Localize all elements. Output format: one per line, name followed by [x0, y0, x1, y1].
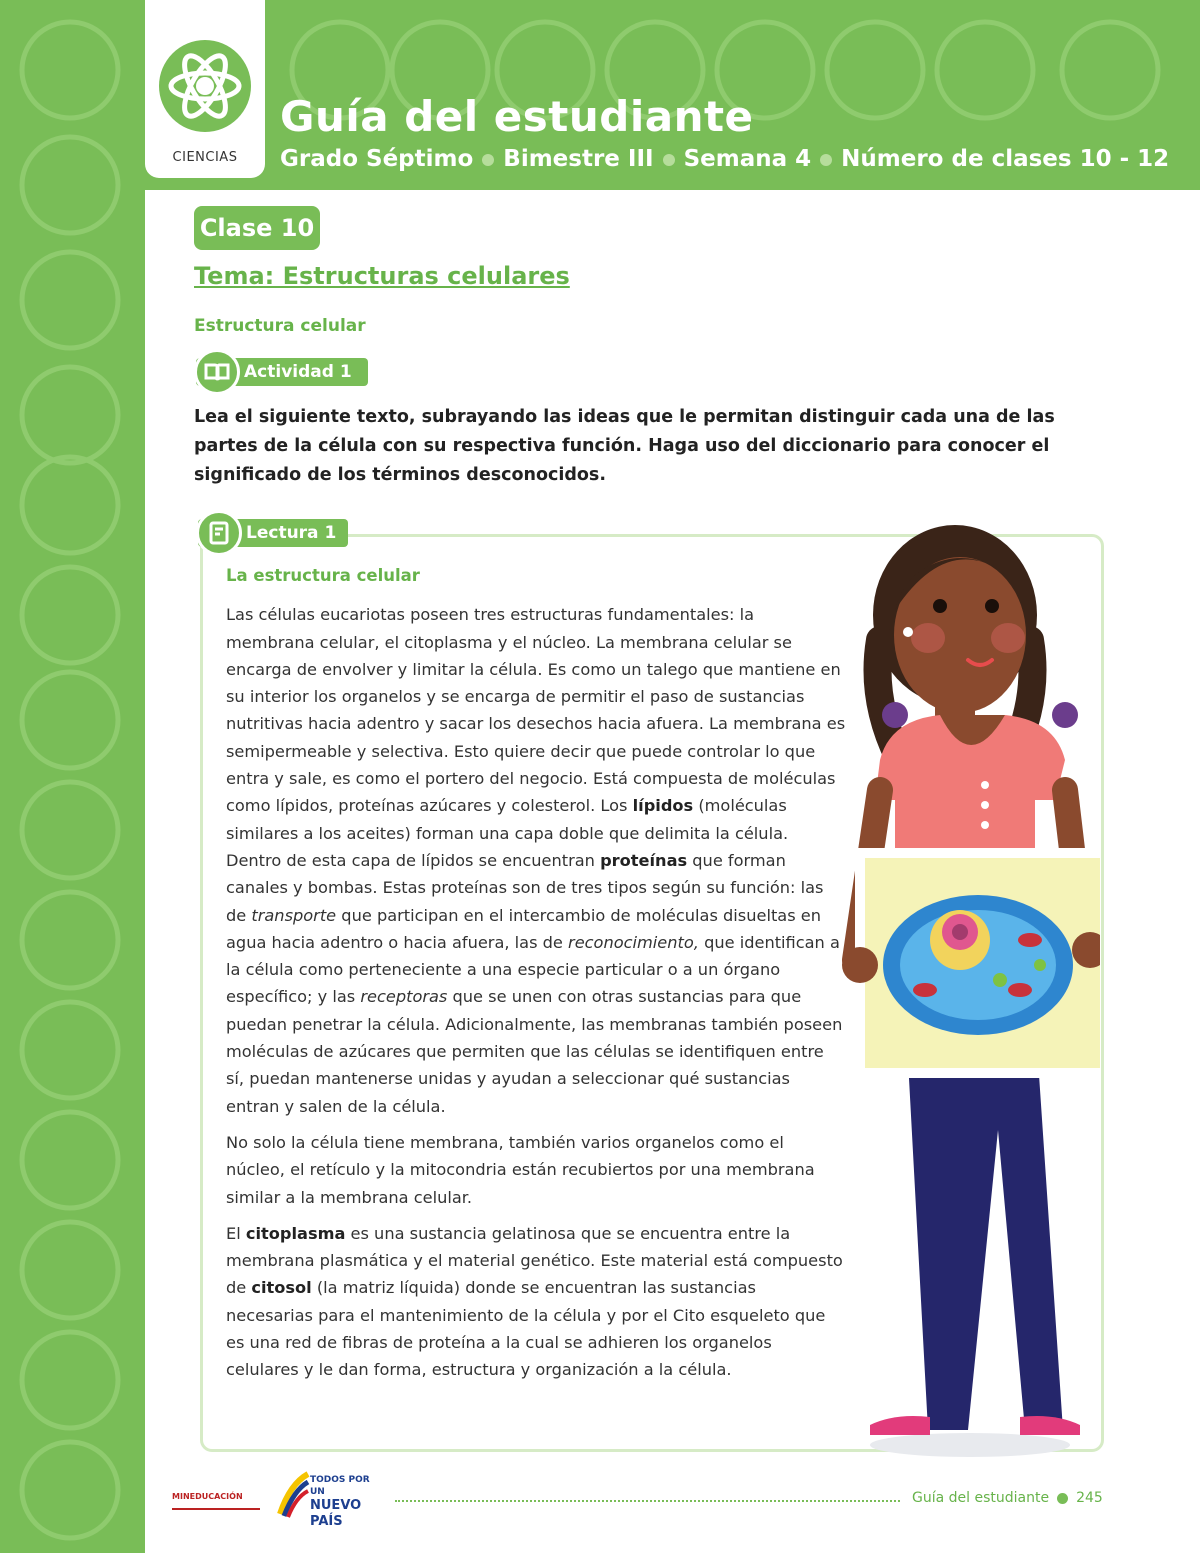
lectura-badge: [198, 519, 348, 547]
footer-page-info: [912, 1490, 1103, 1506]
footer-divider: [395, 1500, 900, 1502]
flag-swoosh-icon: [276, 1470, 310, 1518]
document-icon: [196, 510, 242, 556]
clase-badge: Clase 10: [194, 206, 320, 250]
reading-paragraph: El citoplasma es una sustancia gelatinosa que se encuentra entre la membrana plasmática y el material genético. Este material está compuesto de citosol (la matriz líquida) donde se encuentran las sustancias necesarias para el mantenimiento de la célula y por el Cito esqueleto que es una red de fibras de proteína a la cual se adhieren los organelos celulares y le dan forma, estructura y organización a la célula.: [226, 1223, 843, 1380]
logo-label: CIENCIAS: [172, 150, 238, 165]
reading-paragraph: No solo la célula tiene membrana, también varios organelos como el núcleo, el retículo y la mitocondria están recubiertos por una membrana similar a la membrana celular.: [226, 1132, 815, 1207]
subtitle-clases: Número de clases 10 - 12: [841, 146, 1170, 172]
subtitle-grado: Grado Séptimo: [280, 146, 474, 172]
actividad-label: Actividad 1: [244, 362, 352, 382]
bullet-icon: [482, 154, 494, 166]
bullet-icon: [663, 154, 675, 166]
page-title: Guía del estudiante: [280, 92, 754, 141]
pais-line2: NUEVO PAÍS: [310, 1498, 362, 1529]
ciencias-logo: [145, 0, 265, 178]
todos-por-un-nuevo-pais-logo: [276, 1470, 386, 1529]
subtitle-bimestre: Bimestre III: [503, 146, 654, 172]
pais-line1: TODOS POR UN: [310, 1475, 370, 1497]
reading-paragraph: Las células eucariotas poseen tres estructuras fundamentales: la membrana celular, el citoplasma y el núcleo. La membrana celular se encarga de envolver y limitar la célula. Es como un talego que mantiene en su interior los organelos y se encarga de permitir el paso de sustancias nutritivas hacia adentro y sacar los desechos hacia afuera. La membrana es semipermeable y selectiva. Esto quiere decir que puede controlar lo que entra y sale, es como el portero del negocio. Está compuesta de moléculas como lípidos, proteínas azúcares y colesterol. Los lípidos (moléculas similares a los aceites) forman una capa doble que delimita la célula. Dentro de esta capa de lípidos se encuentran proteínas que forman canales y bombas. Estas proteínas son de tres tipos según su función: las de transporte que participan en el intercambio de moléculas disueltas en agua hacia adentro o hacia afuera, las de reconocimiento, que identifican a la célula como perteneciente a una especie particular o a un órgano específico; y las receptoras que se unen con otras sustancias para que puedan penetrar la célula. Adicionalmente, las membranas también poseen moléculas de azúcares que permiten que las células se identifiquen entre sí, puedan mantenerse unidas y ayudan a seleccionar qué sustancias entran y salen de la célula.: [226, 605, 846, 1116]
mineducacion-logo: MINEDUCACIÓN: [172, 1486, 260, 1510]
page-number: 245: [1076, 1490, 1103, 1506]
subtitle-semana: Semana 4: [683, 146, 812, 172]
section-heading: Estructura celular: [194, 316, 366, 336]
book-icon: [194, 349, 240, 395]
actividad-badge: [196, 358, 368, 386]
girl-illustration: [840, 520, 1100, 1465]
page-subtitle: [280, 146, 1169, 172]
lectura-label: Lectura 1: [246, 523, 337, 543]
reading-text: [226, 562, 846, 1393]
bullet-icon: [1057, 1493, 1068, 1504]
atom-icon: [159, 40, 251, 132]
instruction-text: Lea el siguiente texto, subrayando las ideas que le permitan distinguir cada una de las partes de la célula con su respectiva función. Haga uso del diccionario para conocer el significado de los términos desconocidos.: [194, 407, 1055, 485]
reading-title: La estructura celular: [226, 566, 420, 585]
tema-heading: Tema: Estructuras celulares: [194, 262, 570, 290]
footer-guide-label: Guía del estudiante: [912, 1490, 1050, 1506]
bullet-icon: [820, 154, 832, 166]
